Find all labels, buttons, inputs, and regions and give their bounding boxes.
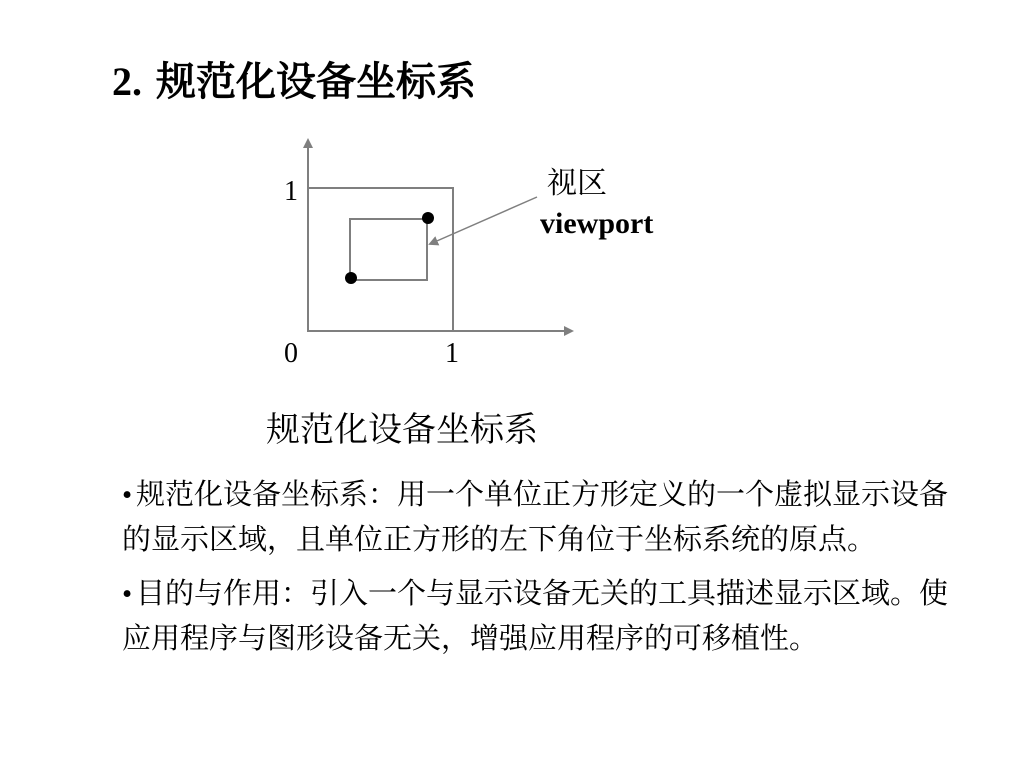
diagram-caption: 规范化设备坐标系 bbox=[266, 410, 538, 450]
viewport-corner-lower-left bbox=[345, 272, 357, 284]
viewport-label-en: viewport bbox=[540, 207, 654, 240]
viewport-corner-upper-right bbox=[422, 212, 434, 224]
viewport-pointer-arrow bbox=[430, 197, 537, 244]
bullet-list bbox=[122, 472, 972, 670]
viewport-rect bbox=[350, 219, 427, 280]
x-axis-tick-0: 0 bbox=[284, 338, 298, 369]
title-text: 规范化设备坐标系 bbox=[156, 58, 476, 105]
bullet-text: 目的与作用：引入一个与显示设备无关的工具描述显示区域。使应用程序与图形设备无关，增强应用程序的可移植性。 bbox=[122, 576, 949, 655]
viewport-label-cn: 视区 bbox=[547, 166, 607, 201]
bullet-item-purpose bbox=[122, 571, 972, 660]
x-axis-tick-1: 1 bbox=[445, 338, 459, 369]
bullet-text: 规范化设备坐标系：用一个单位正方形定义的一个虚拟显示设备的显示区域，且单位正方形的左下角位于坐标系统的原点。 bbox=[122, 477, 949, 556]
bullet-marker: • bbox=[122, 578, 133, 610]
title-number: 2. bbox=[112, 59, 142, 104]
bullet-item-definition bbox=[122, 472, 972, 561]
bullet-marker: • bbox=[122, 479, 133, 511]
unit-square bbox=[308, 188, 453, 331]
y-axis-tick-1: 1 bbox=[284, 176, 298, 207]
